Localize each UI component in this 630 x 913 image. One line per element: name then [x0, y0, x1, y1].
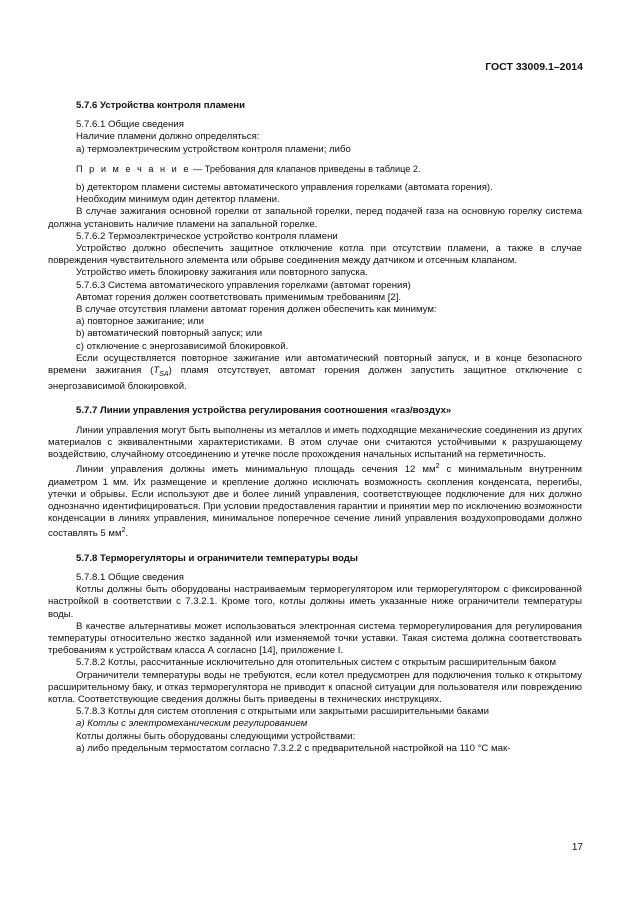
paragraph: В случае зажигания основной горелки от запальной горелки, перед подачей газа на основную горелку система должна установить наличие пламени на запальной горелке.	[48, 206, 582, 230]
paragraph: Автомат горения должен соответствовать применимым требованиям [2].	[76, 291, 402, 303]
paragraph: Котлы должны быть оборудованы настраиваемым терморегулятором или терморегулятором с фиксированной настройкой в соответствии с 7.3.2.1. Кроме того, котлы должны иметь указанные ниже ограничители температуры воды.	[48, 584, 582, 620]
paragraph: В случае отсутствия пламени автомат горения должен обеспечить как минимум:	[76, 304, 437, 316]
paragraph: Устройство должно обеспечить защитное отключение котла при отсутствии пламени, а также в случае повреждения чувствительного элемента или обрыве соединения между датчиком и отсечным клапаном.	[48, 243, 582, 267]
page-body	[48, 88, 582, 755]
section-heading-5-7-8: 5.7.8 Терморегуляторы и ограничители температуры воды	[76, 552, 358, 564]
paragraph: Линии управления должны иметь минимальную площадь сечения 12 $мм^2$ с минимальным внутренним диаметром 1 мм. Их размещение и крепление должно исключать возможность скопления конденсата, перегибы, утечки и обрывы. Если используют две и более линий управления, соответствующее подключение для них должно однозначно идентифицироваться. При условии предоставления гарантии и принятии мер по исключению возможности конденсации в линиях управления, минимальное поперечное сечение линий управления воздухопроводами должно составлять 5 $мм^2$.	[48, 463, 582, 540]
subsection-heading: 5.7.8.2 Котлы, рассчитанные исключительно для отопительных систем с открытым расширительным баком	[76, 657, 557, 669]
list-item: а) повторное зажигание; или	[76, 316, 204, 328]
subheading-italic: a) Котлы с электромеханическим регулированием	[76, 718, 308, 730]
subsection-heading: 5.7.8.3 Котлы для систем отопления с открытыми или закрытыми расширительными баками	[76, 706, 489, 718]
list-item: a) либо предельным термостатом согласно 7.3.2.2 с предварительной настройкой на 110 °С мак-	[76, 742, 511, 754]
note-label: П р и м е ч а н и е	[76, 163, 191, 174]
section-heading-5-7-6: 5.7.6 Устройства контроля пламени	[76, 100, 246, 111]
subsection-heading: 5.7.6.1 Общие сведения	[76, 119, 184, 131]
page-number: 17	[571, 842, 583, 853]
paragraph: Устройство иметь блокировку зажигания или повторного запуска.	[76, 267, 368, 279]
note	[48, 163, 582, 175]
subsection-heading: 5.7.8.1 Общие сведения	[76, 571, 184, 583]
standard-header: ГОСТ 33009.1–2014	[485, 61, 583, 73]
paragraph: Линии управления могут быть выполнены из металлов и иметь подходящие механические соединения из других материалов с эквивалентными характеристиками. В этом случае они считаются устойчивыми к разрушающему воздействию, случайному отсоединению и утечке после прохождения начальных испытаний на герметичность.	[48, 424, 582, 460]
paragraph: В качестве альтернативы может использоваться электронная система терморегулирования для регулирования температуры относительно жестко заданной или изменяемой точки уставки. Такая система должна соответствовать требованиям к устройствам класса А согласно [14], приложение I.	[48, 620, 582, 657]
list-item: b) автоматический повторный запуск; или	[76, 328, 263, 340]
paragraph: Ограничители температуры воды не требуются, если котел предусмотрен для подключения только к открытому расширительному баку, и отказ терморегулятора не приводит к опасной ситуации для пользователя или повреждению котла. Соответствующие сведения должны быть приведены в технических инструкциях.	[48, 669, 582, 706]
section-heading-5-7-7: 5.7.7 Линии управления устройства регулирования соотношения «газ/воздух»	[76, 405, 452, 417]
note-text: — Требования для клапанов приведены в таблице 2.	[190, 163, 421, 174]
paragraph: Котлы должны быть оборудованы следующими устройствами:	[76, 730, 356, 742]
list-item: а) термоэлектрическим устройством контроля пламени; либо	[76, 143, 351, 155]
subsection-heading: 5.7.6.3 Система автоматического управления горелками (автомат горения)	[76, 279, 411, 291]
paragraph: Необходим минимум один детектор пламени.	[76, 194, 280, 206]
paragraph: Наличие пламени должно определяться:	[76, 131, 260, 143]
subsection-heading: 5.7.6.2 Термоэлектрическое устройство контроля пламени	[76, 230, 338, 242]
paragraph: Если осуществляется повторное зажигание или автоматический повторный запуск, и в конце безопасного времени зажигания $(T_{SA})$ пламя отсутствует, автомат горения должен запустить защитное отключение с энергозависимой блокировкой.	[48, 352, 582, 393]
list-item: b) детектором пламени системы автоматического управления горелками (автомата горения).	[76, 182, 493, 194]
list-item: c) отключение с энергозависимой блокировкой.	[76, 340, 289, 352]
